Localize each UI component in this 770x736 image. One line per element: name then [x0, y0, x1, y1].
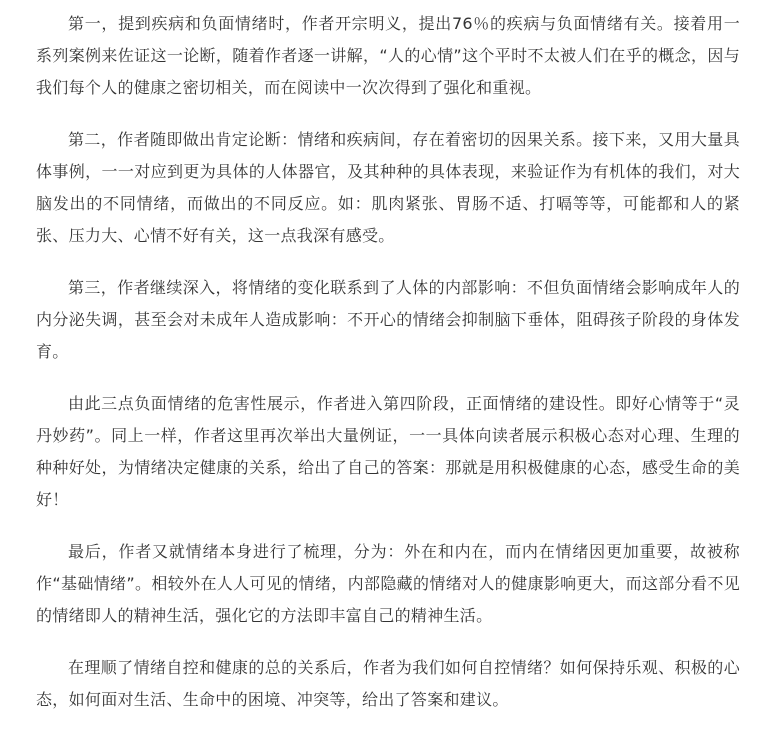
paragraph-self-control: 在理顺了情绪自控和健康的总的关系后，作者为我们如何自控情绪？如何保持乐观、积极的心态，如何面对生活、生命中的困境、冲突等，给出了答案和建议。 — [36, 658, 740, 709]
paragraph-second-point: 第二，作者随即做出肯定论断：情绪和疾病间，存在着密切的因果关系。接下来，又用大量具体事例，一一对应到更为具体的人体器官，及其种种的具体表现，来验证作为有机体的我们，对大脑发出的不同情绪，而做出的不同反应。如：肌肉紧张、胃肠不适、打嗝等等，可能都和人的紧张、压力大、心情不好有关，这一点我深有感受。 — [36, 130, 740, 245]
paragraph-emotion-classification: 最后，作者又就情绪本身进行了梳理，分为：外在和内在，而内在情绪因更加重要，故被称作“基础情绪”。相较外在人人可见的情绪，内部隐藏的情绪对人的健康影响更大，而这部分看不见的情绪即人的精神生活，强化它的方法即丰富自己的精神生活。 — [36, 542, 740, 625]
article-body — [36, 8, 740, 736]
paragraph-third-point: 第三，作者继续深入，将情绪的变化联系到了人体的内部影响：不但负面情绪会影响成年人的内分泌失调，甚至会对未成年人造成影响：不开心的情绪会抑制脑下垂体，阻碍孩子阶段的身体发育。 — [36, 278, 740, 361]
paragraph-positive-emotion: 由此三点负面情绪的危害性展示，作者进入第四阶段，正面情绪的建设性。即好心情等于“灵丹妙药”。同上一样，作者这里再次举出大量例证，一一具体向读者展示积极心态对心理、生理的种种好处，为情绪决定健康的关系，给出了自己的答案：那就是用积极健康的心态，感受生命的美好！ — [36, 394, 740, 509]
paragraph-first-point: 第一，提到疾病和负面情绪时，作者开宗明义，提出76％的疾病与负面情绪有关。接着用一系列案例来佐证这一论断，随着作者逐一讲解，“人的心情”这个平时不太被人们在乎的概念，因与我们每个人的健康之密切相关，而在阅读中一次次得到了强化和重视。 — [36, 14, 740, 97]
